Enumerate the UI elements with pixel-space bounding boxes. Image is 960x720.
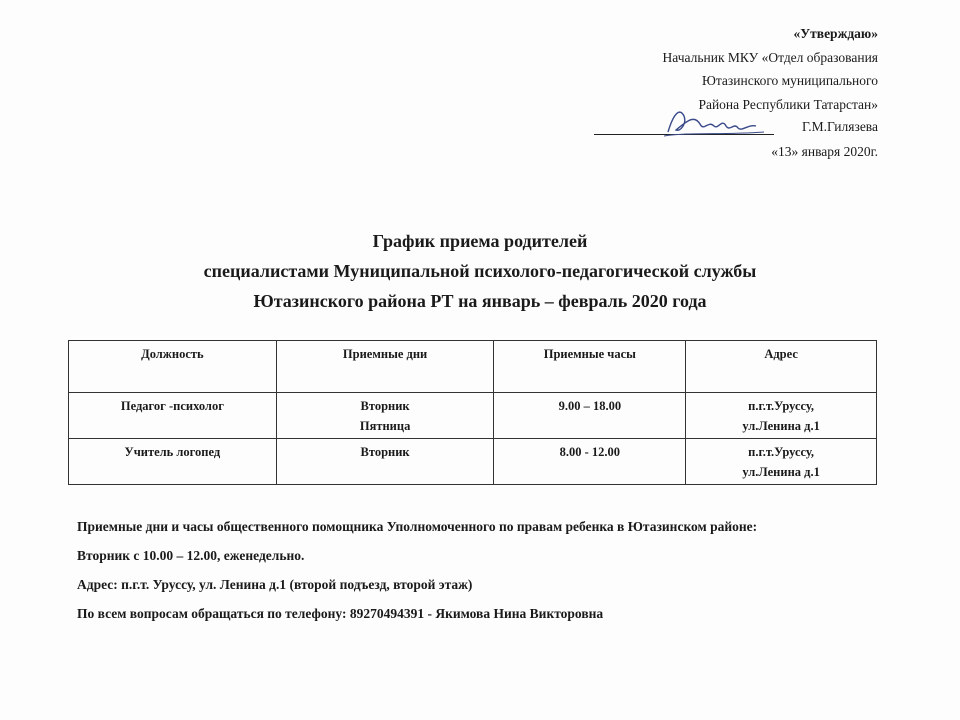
approval-line: Начальник МКУ «Отдел образования [662,49,878,65]
day-item: Пятница [359,419,411,433]
signatory-name: Г.М.Гилязева [801,118,878,134]
column-header-days: Приемные дни [276,341,494,393]
cell-hours: 8.00 - 12.00 [494,439,686,485]
approval-line: Ютазинского муниципального [701,73,878,89]
cell-hours: 9.00 – 18.00 [494,393,686,439]
heading-line: График приема родителей [372,231,588,251]
document-heading [0,226,960,316]
note-line: Приемные дни и часы общественного помощника Уполномоченного по правам ребенка в Ютазинском районе: [77,519,758,534]
schedule-table [68,340,877,485]
day-item: Вторник [360,445,410,459]
table-row [69,393,877,439]
column-header-position: Должность [69,341,277,393]
notes-block [77,512,907,628]
signature-row [458,116,878,140]
approval-line: Района Республики Татарстан» [698,96,878,112]
note-line: Вторник с 10.00 – 12.00, еженедельно. [77,548,305,563]
address-line: ул.Ленина д.1 [742,419,820,433]
handwritten-signature [660,102,770,142]
column-header-hours: Приемные часы [494,341,686,393]
cell-days [276,393,494,439]
approval-title: «Утверждаю» [793,26,878,41]
note-line: Адрес: п.г.т. Уруссу, ул. Ленина д.1 (второй подъезд, второй этаж) [77,577,473,592]
table-header-row [69,341,877,393]
heading-line: специалистами Муниципальной психолого-педагогической службы [203,261,757,281]
heading-line: Ютазинского района РТ на январь – февраль 2020 года [253,291,707,311]
approval-date: «13» января 2020г. [771,144,878,160]
cell-days [276,439,494,485]
note-line: По всем вопросам обращаться по телефону: 89270494391 - Якимова Нина Викторовна [77,606,604,621]
address-line: п.г.т.Уруссу, [748,445,815,459]
address-line: п.г.т.Уруссу, [748,399,815,413]
table-row [69,439,877,485]
approval-block [458,22,878,164]
cell-address [686,439,877,485]
column-header-address: Адрес [686,341,877,393]
cell-position: Педагог -психолог [69,393,277,439]
cell-address [686,393,877,439]
cell-position: Учитель логопед [69,439,277,485]
day-item: Вторник [360,399,410,413]
address-line: ул.Ленина д.1 [742,465,820,479]
